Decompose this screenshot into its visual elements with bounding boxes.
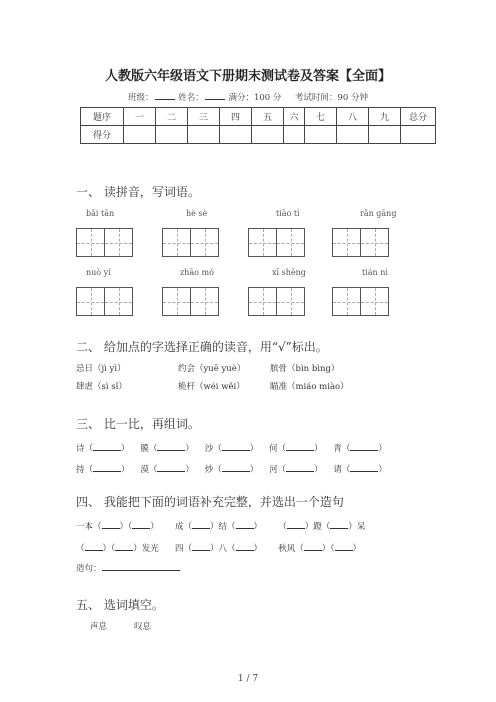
answer-blank[interactable] [222, 441, 250, 451]
score-cell[interactable] [220, 126, 252, 144]
reading-choice[interactable]: 肆虐（sì sǐ） [76, 382, 127, 392]
writing-grid[interactable] [332, 287, 389, 316]
exam-time: 考试时间：90 分钟 [294, 93, 368, 103]
table-cell: 一 [124, 108, 156, 126]
pinyin-label: tiāo tì [276, 209, 300, 218]
idiom-text: ）结（ [210, 522, 236, 532]
table-cell: 六 [284, 108, 305, 126]
score-cell[interactable] [284, 126, 305, 144]
compare-char: 持 [76, 465, 85, 475]
compare-char: 诗 [76, 444, 85, 454]
name-blank [205, 90, 225, 100]
idiom-row [76, 541, 361, 554]
score-table-header-row [81, 108, 436, 126]
pinyin-label: rǎn gāng [360, 209, 397, 218]
idiom-text: ）发光 [133, 544, 159, 554]
answer-blank[interactable] [236, 519, 254, 529]
compare-row: 持（ ） 漠（ ） 炒（ ） 河（ ） 请（ ） [76, 462, 387, 475]
idiom-text: ） [352, 544, 362, 554]
answer-blank[interactable] [330, 519, 348, 529]
page-number: 1 / 7 [237, 674, 259, 684]
table-cell: 二 [156, 108, 188, 126]
answer-blank[interactable] [192, 519, 210, 529]
idiom-text: 成（ [175, 522, 193, 532]
answer-blank[interactable] [350, 462, 378, 472]
table-cell: 五 [252, 108, 284, 126]
table-cell: 总分 [401, 108, 436, 126]
answer-blank[interactable] [102, 519, 120, 529]
sentence-blank[interactable] [102, 561, 180, 571]
writing-grid[interactable] [248, 228, 305, 257]
answer-blank[interactable] [85, 541, 103, 551]
answer-blank[interactable] [236, 541, 254, 551]
compare-char: 何 [269, 444, 278, 454]
idiom-text: 一本（ [76, 522, 102, 532]
full-score: 满分：100 分 [228, 93, 282, 103]
reading-choice[interactable]: 瞄准（miáo miào） [270, 382, 349, 392]
answer-blank[interactable] [286, 462, 314, 472]
answer-blank[interactable] [287, 519, 305, 529]
idiom-text: ） [150, 522, 159, 532]
reading-choice[interactable]: 约会（yuē yuè） [178, 364, 246, 374]
score-table [80, 107, 436, 144]
pinyin-label: bǎi tān [86, 209, 115, 218]
section5-heading: 五、 选词填空。 [76, 598, 164, 612]
compare-char: 河 [269, 465, 278, 475]
answer-blank[interactable] [157, 441, 185, 451]
answer-blank[interactable] [222, 462, 250, 472]
score-cell[interactable] [369, 126, 401, 144]
table-cell: 题序 [81, 108, 124, 126]
compare-row: 诗（ ） 膜（ ） 沙（ ） 何（ ） 青（ ） [76, 441, 387, 454]
answer-blank[interactable] [115, 541, 133, 551]
table-cell: 八 [337, 108, 369, 126]
answer-blank[interactable] [192, 541, 210, 551]
reading-choice[interactable]: 膑骨（bìn bìng） [270, 364, 340, 374]
writing-grid[interactable] [332, 228, 389, 257]
answer-blank[interactable] [93, 441, 121, 451]
idiom-text: ）八（ [210, 544, 236, 554]
score-cell[interactable] [401, 126, 436, 144]
score-table-score-row [81, 126, 436, 144]
section2-heading: 二、 给加点的字选择正确的读音，用“√”标出。 [76, 340, 328, 354]
table-cell: 得分 [81, 126, 124, 144]
pinyin-label: xī shēng [272, 268, 306, 277]
compare-char: 膜 [140, 444, 149, 454]
answer-blank[interactable] [93, 462, 121, 472]
idiom-text: ）（ [102, 544, 116, 554]
pinyin-label: tián nì [362, 268, 388, 277]
idiom-text: ） [253, 544, 263, 554]
idiom-text: （ [278, 522, 287, 532]
section1-heading: 一、 读拼音，写词语。 [76, 185, 200, 199]
answer-blank[interactable] [286, 441, 314, 451]
make-sentence-label: 造句： [76, 564, 102, 574]
word-option: 叹息 [134, 622, 152, 632]
table-cell: 四 [220, 108, 252, 126]
table-cell: 九 [369, 108, 401, 126]
idiom-text: ）蹬（ [304, 522, 331, 532]
idiom-row [76, 519, 365, 532]
class-label: 班级： [128, 93, 154, 103]
idiom-text: ） [253, 522, 263, 532]
idiom-text: ）（ [321, 544, 335, 554]
writing-grid[interactable] [248, 287, 305, 316]
writing-grid[interactable] [162, 228, 219, 257]
writing-grid[interactable] [162, 287, 219, 316]
document-title: 人教版六年级语文下册期末测试卷及答案【全面】 [104, 69, 391, 84]
compare-char: 请 [333, 465, 342, 475]
answer-blank[interactable] [350, 441, 378, 451]
word-option: 声息 [90, 622, 108, 632]
compare-char: 炒 [204, 465, 214, 475]
writing-grid[interactable] [76, 287, 133, 316]
idiom-text: （ [76, 544, 85, 554]
score-cell[interactable] [124, 126, 156, 144]
score-cell[interactable] [156, 126, 188, 144]
score-cell[interactable] [188, 126, 220, 144]
table-cell: 七 [305, 108, 337, 126]
exam-meta [0, 90, 496, 103]
idiom-text: 秋风（ [278, 544, 304, 554]
score-cell[interactable] [252, 126, 284, 144]
reading-choice[interactable]: 忌日（jì yì） [76, 364, 126, 374]
answer-blank[interactable] [335, 541, 353, 551]
score-cell[interactable] [337, 126, 369, 144]
answer-blank[interactable] [132, 519, 150, 529]
pinyin-label: zhāo mó [180, 268, 214, 277]
answer-blank[interactable] [157, 462, 185, 472]
pinyin-label: hè sè [186, 209, 208, 218]
name-label: 姓名： [178, 93, 204, 103]
section3-heading: 三、 比一比，再组词。 [76, 417, 200, 431]
make-sentence-row [76, 561, 180, 574]
score-cell[interactable] [305, 126, 337, 144]
compare-char: 沙 [204, 444, 214, 454]
reading-choice[interactable]: 桅杆（wéi wěi） [178, 382, 245, 392]
table-cell: 三 [188, 108, 220, 126]
compare-char: 青 [333, 444, 342, 454]
pinyin-label: nuò yí [86, 268, 111, 277]
answer-blank[interactable] [304, 541, 322, 551]
idiom-text: 四（ [175, 544, 193, 554]
compare-char: 漠 [140, 465, 149, 475]
section4-heading: 四、 我能把下面的词语补充完整，并选出一个造句 [76, 495, 344, 509]
idiom-text: ）（ [119, 522, 133, 532]
idiom-text: ）呆 [348, 522, 366, 532]
class-blank [155, 90, 175, 100]
writing-grid[interactable] [76, 228, 133, 257]
